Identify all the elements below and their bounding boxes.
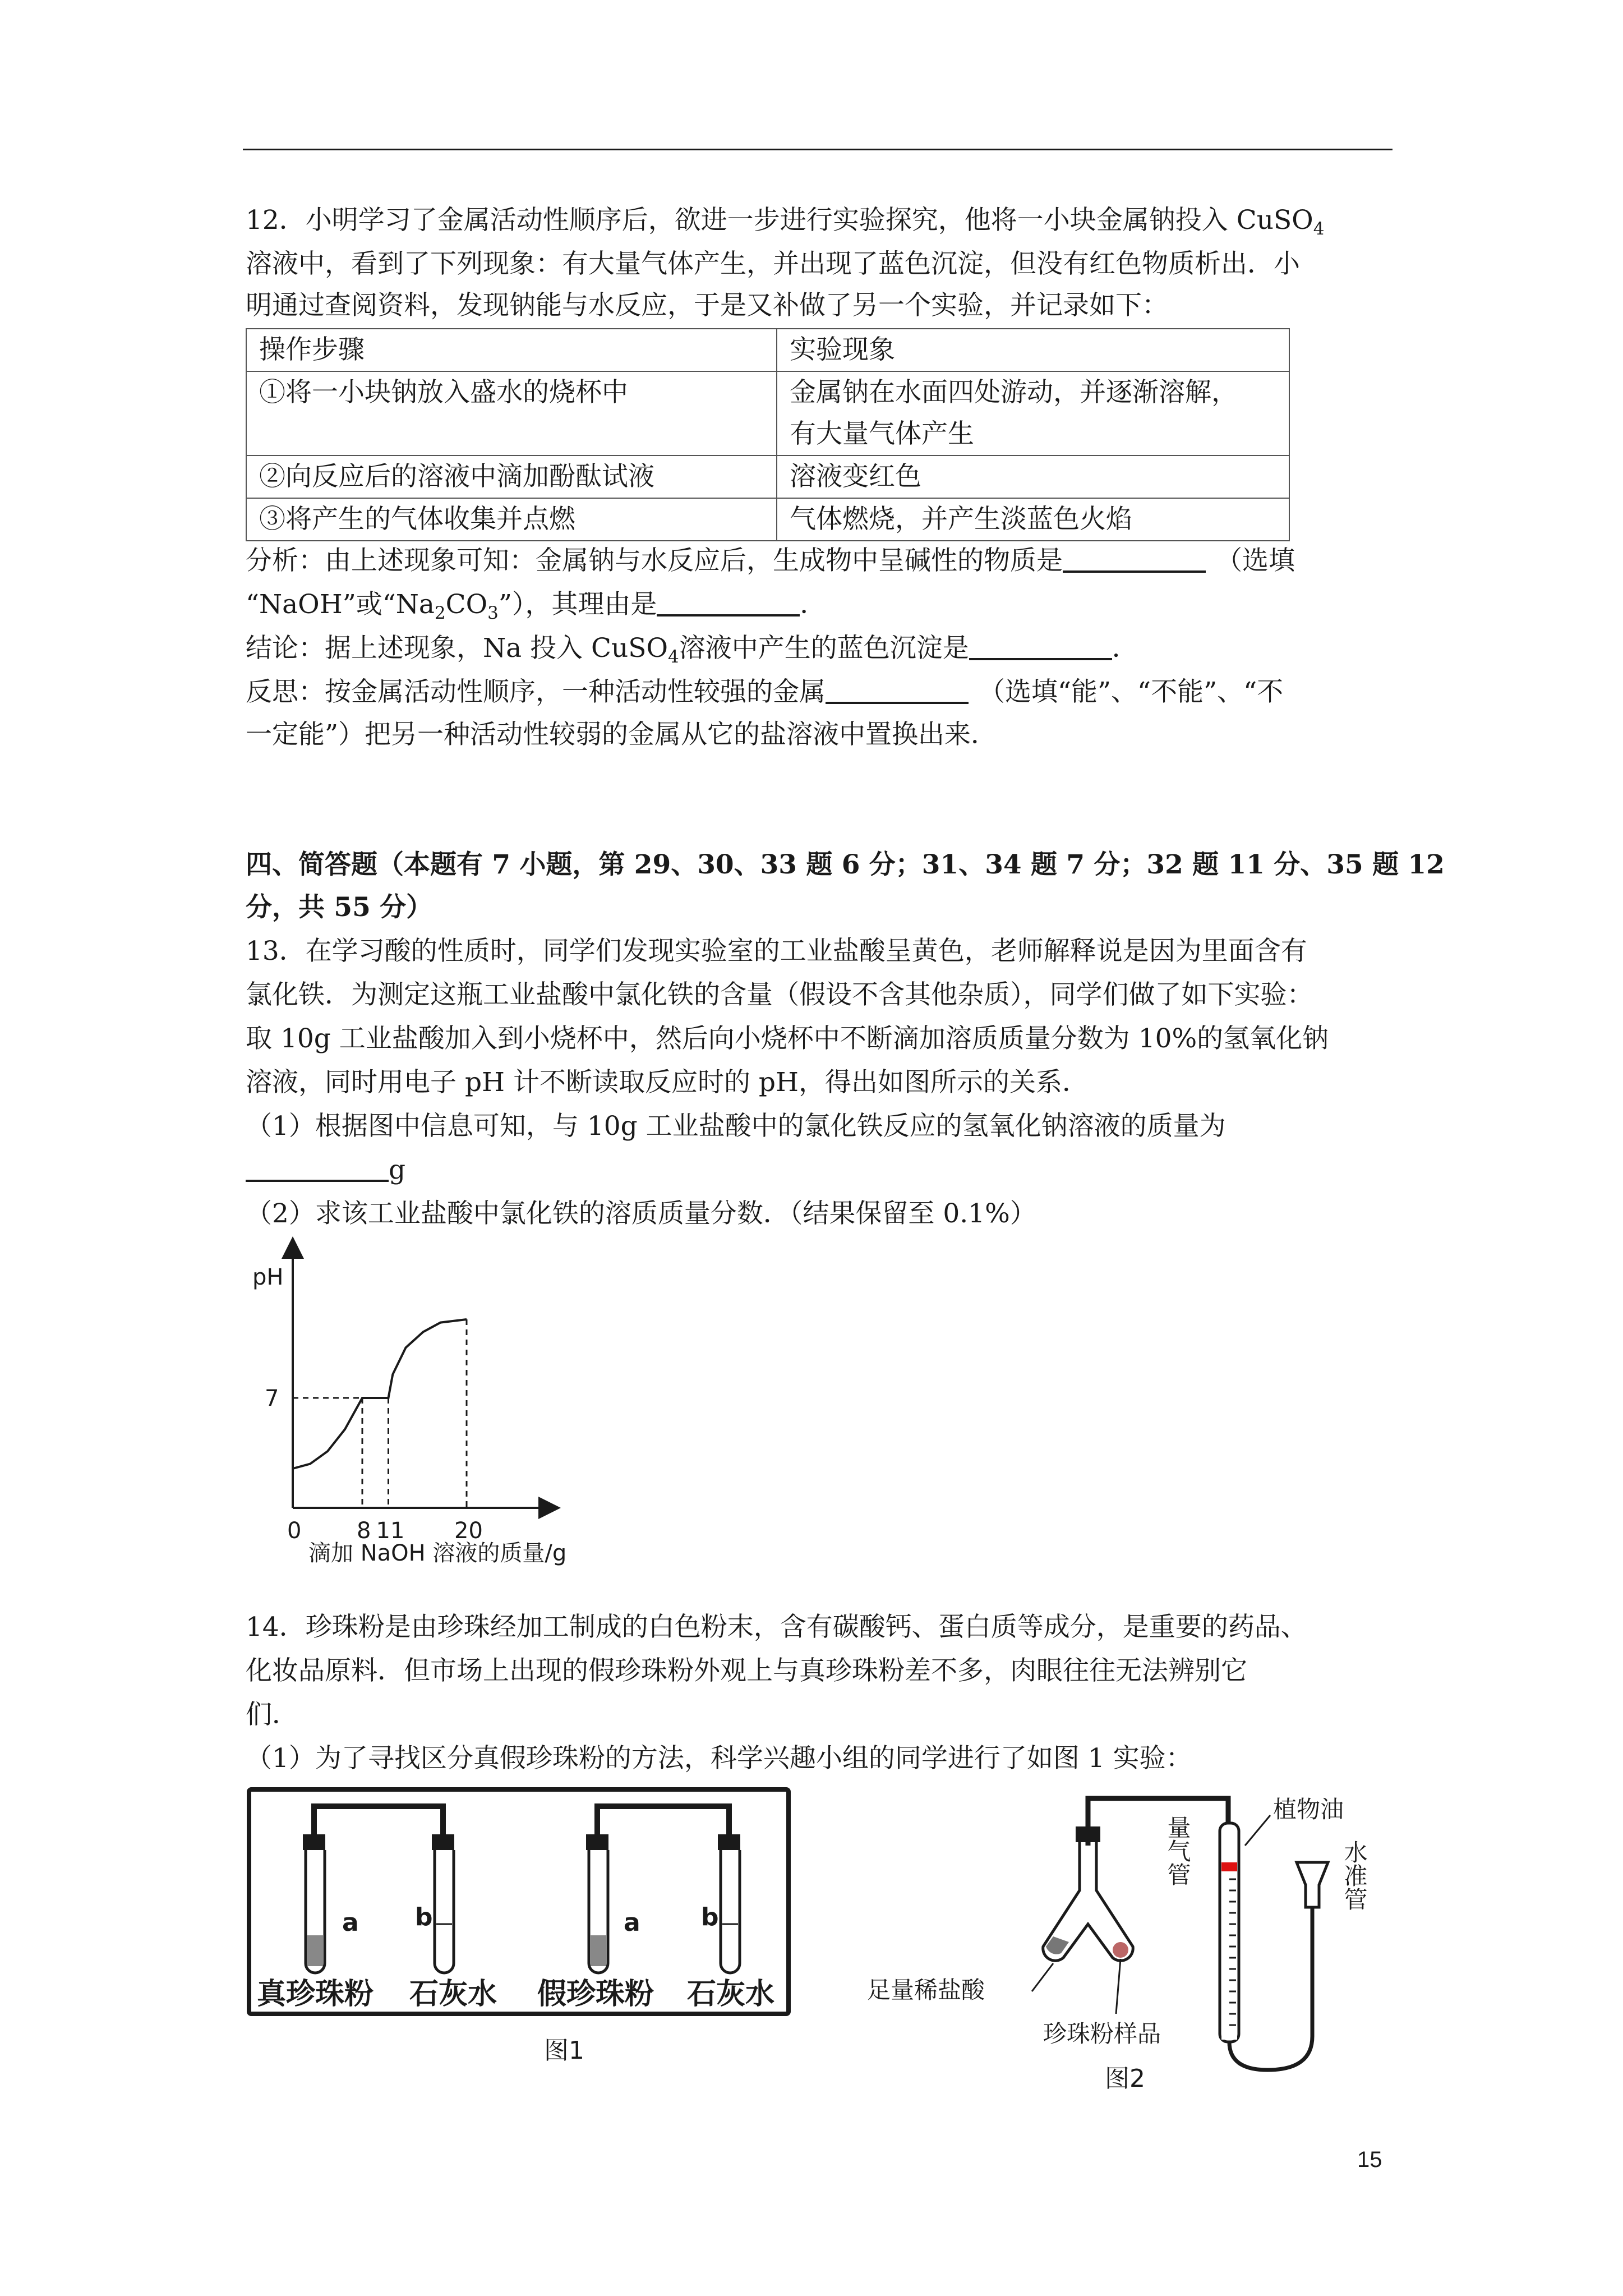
table-header-row <box>246 329 1289 371</box>
q12-line-1: 12．小明学习了金属活动性顺序后，欲进一步进行实验探究，他将一小块金属钠投入 CuSO$_4$ <box>246 205 1325 239</box>
label-a: a <box>624 1908 640 1937</box>
leader-line <box>1116 1959 1121 2014</box>
label-real-pearl: 真珍珠粉 <box>257 1977 374 2011</box>
q13-line-3: 取 10g 工业盐酸加入到小烧杯中，然后向小烧杯中不断滴加溶质质量分数为 10%的氢氧化钠 <box>246 1023 1329 1054</box>
q13-sub-1: （1）根据图中信息可知，与 10g 工业盐酸中的氯化铁反应的氢氧化钠溶液的质量为 <box>246 1111 1226 1142</box>
stopper <box>586 1834 608 1850</box>
powder-sample <box>307 1935 323 1966</box>
x-tick-label: 20 <box>454 1518 483 1544</box>
label-limewater: 石灰水 <box>687 1977 775 2011</box>
answer-blank[interactable] <box>826 674 969 704</box>
x-tick-label: 11 <box>376 1518 405 1544</box>
figure-2-caption: 图2 <box>1105 2064 1145 2092</box>
ph-curve <box>293 1319 467 1469</box>
table-cell: ②向反应后的溶液中滴加酚酞试液 <box>246 455 777 498</box>
section-heading-line-2: 分，共 55 分） <box>246 892 433 923</box>
y-axis-label: pH <box>252 1264 284 1290</box>
label-gas-tube: 量气管 <box>1164 1815 1192 1886</box>
figure-2 <box>864 1778 1391 2092</box>
answer-blank[interactable] <box>969 630 1112 660</box>
table-cell-line: 金属钠在水面四处游动，并逐渐溶解， <box>790 377 1238 408</box>
label-b: b <box>415 1903 433 1931</box>
y-tick-label: 7 <box>265 1386 279 1411</box>
header-rule <box>243 149 1393 150</box>
table-cell: 气体燃烧，并产生淡蓝色火焰 <box>777 498 1289 541</box>
figure-1-caption: 图1 <box>544 2036 584 2065</box>
label-water-tube: 水准管 <box>1340 1840 1368 1911</box>
test-tube-b <box>435 1850 454 1973</box>
delivery-tube <box>314 1806 443 1834</box>
table-header-cell: 操作步骤 <box>246 329 777 371</box>
figure-1 <box>247 1784 802 2076</box>
q13-sub-2: （2）求该工业盐酸中氯化铁的溶质质量分数．（结果保留至 0.1%） <box>246 1198 1036 1229</box>
reflection-line-2: 一定能”）把另一种活动性较弱的金属从它的盐溶液中置换出来． <box>246 719 998 750</box>
apparatus-real <box>257 1806 497 2011</box>
table-cell: ③将产生的气体收集并点燃 <box>246 498 777 541</box>
q12-line-3: 明通过查阅资料，发现钠能与水反应，于是又补做了另一个实验，并记录如下： <box>246 290 1168 321</box>
stopper <box>1076 1826 1100 1842</box>
ph-chart <box>236 1234 617 1571</box>
q14-sub-1: （1）为了寻找区分真假珍珠粉的方法，科学兴趣小组的同学进行了如图 1 实验： <box>246 1743 1192 1774</box>
answer-blank[interactable] <box>657 586 800 616</box>
q14-line-3: 们． <box>246 1699 298 1730</box>
q14-line-1: 14．珍珠粉是由珍珠经加工制成的白色粉末，含有碳酸钙、蛋白质等成分，是重要的药品、 <box>246 1612 1307 1642</box>
test-tube-b <box>721 1850 740 1973</box>
conclusion-line: 结论：据上述现象，Na 投入 CuSO$_4$溶液中产生的蓝色沉淀是 ． <box>246 627 1390 670</box>
label-hydrochloric-acid: 足量稀盐酸 <box>867 1976 985 2004</box>
label-a: a <box>342 1908 359 1937</box>
x-tick-label: 0 <box>287 1518 302 1544</box>
oil-layer <box>1221 1862 1237 1871</box>
page-number: 15 <box>1357 2147 1382 2172</box>
pearl-sample <box>1113 1942 1128 1958</box>
chart-guides <box>293 1319 467 1508</box>
label-pearl-sample: 珍珠粉样品 <box>1043 2020 1161 2047</box>
rubber-tube <box>1229 1902 1312 2070</box>
table-cell: 溶液变红色 <box>777 455 1289 498</box>
table-header-cell: 实验现象 <box>777 329 1289 371</box>
leader-line <box>1032 1963 1053 1991</box>
x-tick-label: 8 <box>357 1518 371 1544</box>
apparatus-fake <box>537 1806 774 2011</box>
q13-line-1: 13．在学习酸的性质时，同学们发现实验室的工业盐酸呈黄色，老师解释说是因为里面含有 <box>246 936 1307 967</box>
answer-blank[interactable] <box>1063 542 1206 573</box>
answer-blank[interactable] <box>246 1152 389 1182</box>
leveling-tube <box>1297 1862 1328 1907</box>
table-cell <box>777 371 1289 455</box>
x-axis-label: 滴加 NaOH 溶液的质量/g <box>308 1540 567 1566</box>
delivery-tube <box>597 1806 729 1834</box>
leader-line <box>1245 1815 1270 1846</box>
stopper <box>718 1834 740 1850</box>
table-cell-line: 有大量气体产生 <box>790 418 974 449</box>
powder-sample <box>591 1935 606 1966</box>
table-cell: ①将一小块钠放入盛水的烧杯中 <box>246 371 777 455</box>
q12-line-2: 溶液中，看到了下列现象：有大量气体产生，并出现了蓝色沉淀，但没有红色物质析出．小 <box>246 249 1300 279</box>
analysis-line-2: “NaOH”或“$Na_2CO_3$”），其理由是 ． <box>246 583 1390 626</box>
table-row <box>246 455 1289 498</box>
q13-line-2: 氯化铁．为测定这瓶工业盐酸中氯化铁的含量（假设不含其他杂质），同学们做了如下实验： <box>246 979 1313 1010</box>
label-vegetable-oil: 植物油 <box>1273 1796 1344 1823</box>
table-row <box>246 498 1289 541</box>
q14-line-2: 化妆品原料．但市场上出现的假珍珠粉外观上与真珍珠粉差不多，肉眼往往无法辨别它 <box>246 1655 1247 1686</box>
q13-sub-1-answer: g <box>246 1149 1390 1191</box>
y-tick-labels <box>265 1386 279 1411</box>
label-fake-pearl: 假珍珠粉 <box>537 1977 654 2011</box>
label-limewater: 石灰水 <box>409 1977 497 2011</box>
connecting-tube <box>1088 1798 1228 1846</box>
section-heading-line-1: 四、简答题（本题有 7 小题，第 29、30、33 题 6 分；31、34 题 7 分；32 题 11 分、35 题 12 <box>246 849 1445 880</box>
analysis-line-1: 分析：由上述现象可知：金属钠与水反应后，生成物中呈碱性的物质是 （选填 <box>246 540 1390 582</box>
q13-line-4: 溶液，同时用电子 pH 计不断读取反应时的 pH，得出如图所示的关系． <box>246 1067 1089 1098</box>
reflection-line-1: 反思：按金属活动性顺序，一种活动性较强的金属 （选填“能”、“不能”、“不 <box>246 671 1390 714</box>
table-row <box>246 371 1289 455</box>
experiment-table <box>246 328 1290 541</box>
stopper <box>432 1834 454 1850</box>
label-b: b <box>701 1903 719 1931</box>
stopper <box>303 1834 325 1850</box>
